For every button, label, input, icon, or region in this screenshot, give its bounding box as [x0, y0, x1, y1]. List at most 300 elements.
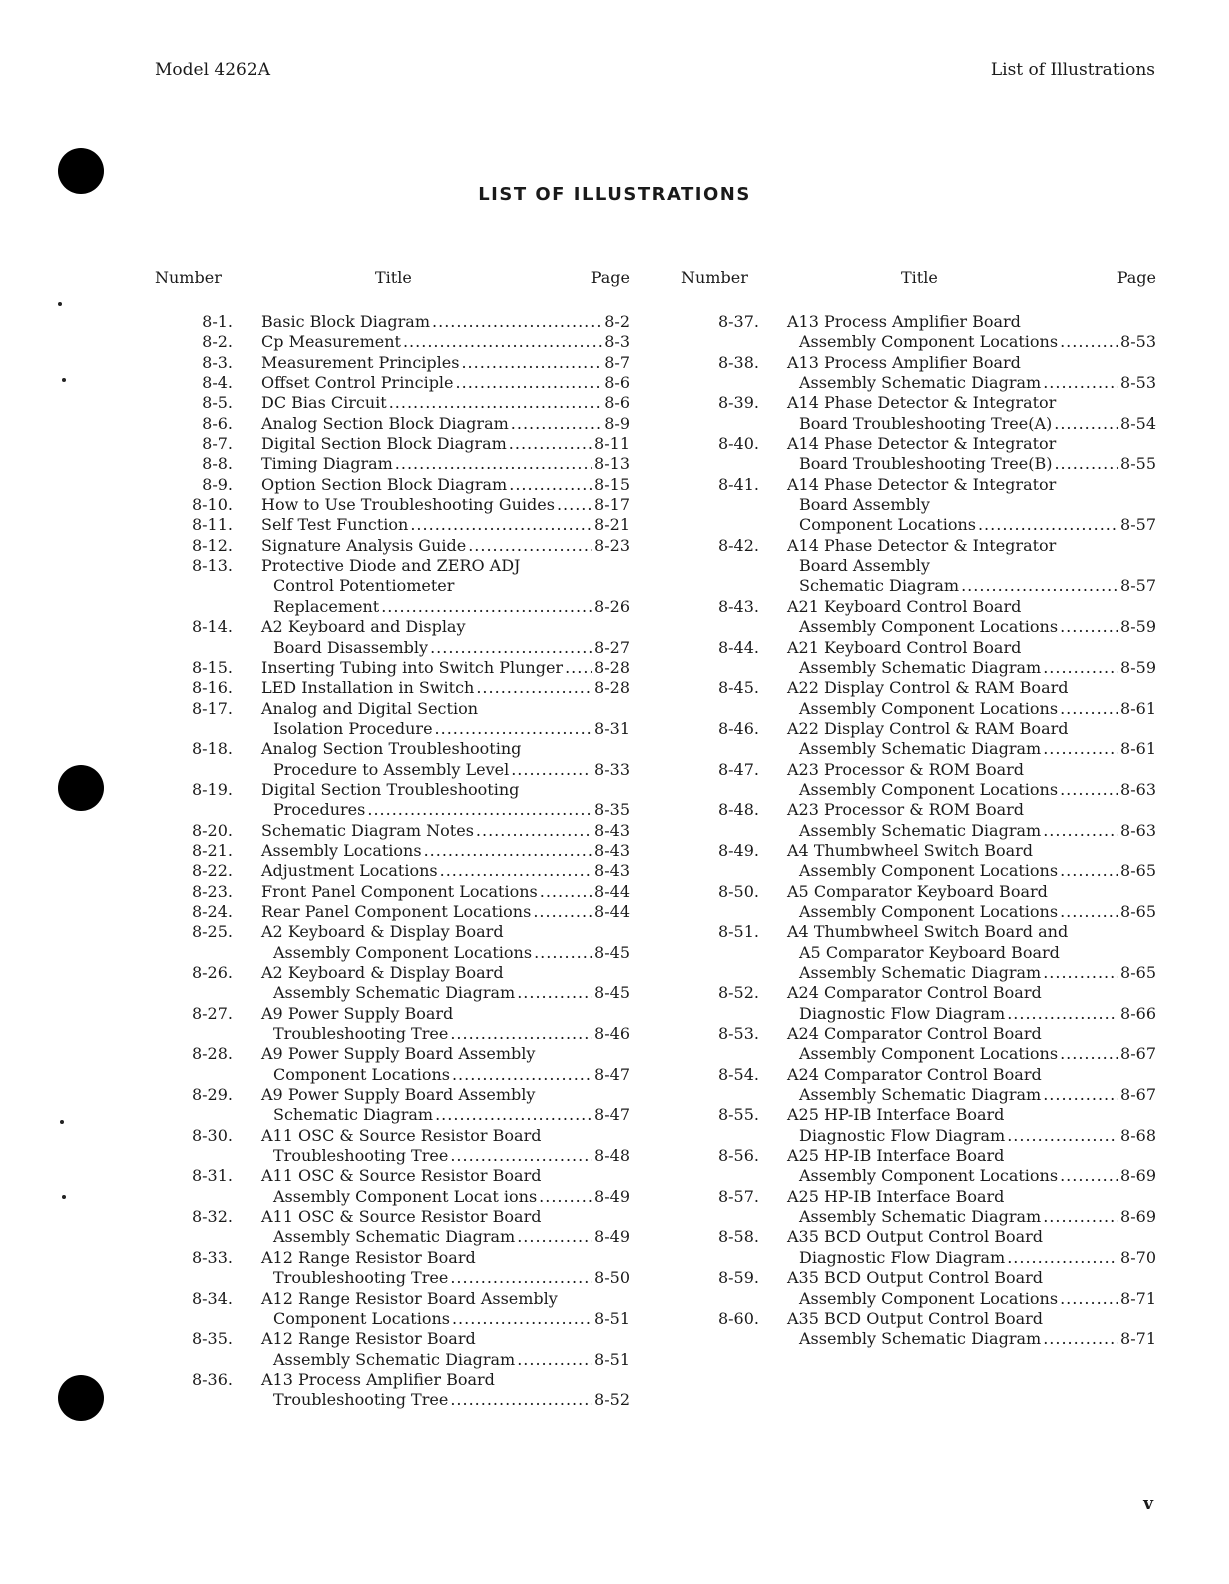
figure-title-text: Assembly Schematic Diagram — [799, 1085, 1042, 1105]
list-item — [155, 1248, 630, 1289]
figure-title-line — [787, 983, 1156, 1003]
dot-leader — [395, 454, 592, 474]
figure-number: 8-20. — [191, 820, 233, 840]
figure-title — [787, 393, 1156, 434]
figure-title-line — [261, 1207, 630, 1227]
list-item — [155, 393, 630, 413]
figure-title-text: A11 OSC & Source Resistor Board — [261, 1207, 542, 1227]
figure-title-text: Control Potentiometer — [273, 576, 455, 596]
figure-number: 8-28. — [191, 1044, 233, 1064]
dot-leader — [517, 983, 592, 1003]
figure-title-text: Assembly Schematic Diagram — [799, 373, 1042, 393]
figure-title-line — [261, 1329, 630, 1349]
figure-title-text: Troubleshooting Tree — [273, 1268, 449, 1288]
figure-title-line — [261, 943, 630, 963]
figure-title-line — [787, 617, 1156, 637]
figure-number: 8-52. — [717, 983, 759, 1003]
figure-title-line — [261, 312, 630, 332]
figure-title — [261, 1207, 630, 1248]
figure-title-line — [787, 536, 1156, 556]
dot-leader — [1043, 963, 1118, 983]
figure-title-line — [787, 1004, 1156, 1024]
figure-title-line — [787, 515, 1156, 535]
list-item — [155, 556, 630, 617]
figure-number: 8-55. — [717, 1105, 759, 1125]
figure-title-text: Assembly Component Locations — [799, 1166, 1059, 1186]
figure-title-line — [787, 963, 1156, 983]
figure-title-text: Assembly Schematic Diagram — [799, 820, 1042, 840]
figure-title — [787, 1227, 1156, 1268]
figure-page: 8-23 — [594, 535, 630, 555]
figure-title — [787, 760, 1156, 801]
figure-title — [261, 902, 630, 922]
figure-page: 8-65 — [1120, 861, 1156, 881]
figure-title — [261, 861, 630, 881]
figure-title-text: Digital Section Troubleshooting — [261, 779, 520, 799]
figure-title-line — [787, 739, 1156, 759]
figure-title-line — [261, 719, 630, 739]
figure-title-text: Front Panel Component Locations — [261, 881, 538, 901]
list-item — [681, 1309, 1156, 1350]
figure-title-text: Assembly Schematic Diagram — [799, 657, 1042, 677]
illustrations-column-left — [155, 268, 630, 1411]
figure-title-text: Troubleshooting Tree — [273, 1390, 449, 1410]
dot-leader — [367, 800, 592, 820]
figure-title-text: Offset Control Principle — [261, 373, 454, 393]
figure-number: 8-41. — [717, 474, 759, 494]
list-item — [681, 353, 1156, 394]
figure-title-line — [261, 861, 630, 881]
figure-title — [261, 556, 630, 617]
figure-title-text: A23 Processor & ROM Board — [787, 759, 1025, 779]
figure-title-text: Assembly Component Locations — [799, 617, 1059, 637]
list-item — [155, 617, 630, 658]
figure-title-line — [787, 576, 1156, 596]
figure-title-text: Schematic Diagram — [799, 576, 960, 596]
figure-title-text: A12 Range Resistor Board Assembly — [261, 1288, 558, 1308]
figure-page: 8-71 — [1120, 1288, 1156, 1308]
figure-title-text: Assembly Component Locations — [799, 861, 1059, 881]
figure-title-text: A24 Comparator Control Board — [787, 983, 1042, 1003]
scan-speck — [58, 302, 62, 306]
list-item — [681, 1227, 1156, 1268]
figure-page: 8-53 — [1120, 332, 1156, 352]
figure-number: 8-60. — [717, 1308, 759, 1328]
figure-number: 8-56. — [717, 1146, 759, 1166]
list-item — [681, 922, 1156, 983]
figure-number: 8-37. — [717, 312, 759, 331]
figure-page: 8-27 — [594, 637, 630, 657]
figure-title-text: Cp Measurement — [261, 332, 401, 352]
figure-title — [261, 312, 630, 332]
dot-leader — [456, 373, 603, 393]
column-header-page: Page — [1116, 268, 1156, 287]
figure-title-line — [261, 454, 630, 474]
figure-title-line — [261, 353, 630, 373]
dot-leader — [410, 515, 592, 535]
figure-title-line — [787, 495, 1156, 515]
list-item — [681, 475, 1156, 536]
figure-title-text: Assembly Component Locat ions — [273, 1186, 538, 1206]
list-item — [155, 902, 630, 922]
figure-title-line — [787, 373, 1156, 393]
figure-title-line — [261, 800, 630, 820]
list-item — [155, 1166, 630, 1207]
dot-leader — [381, 597, 592, 617]
column-header-page: Page — [590, 268, 630, 287]
list-item — [155, 1289, 630, 1330]
list-item — [155, 882, 630, 902]
dot-leader — [476, 678, 592, 698]
dot-leader — [1060, 1044, 1118, 1064]
figure-title-line — [261, 1350, 630, 1370]
figure-page: 8-68 — [1120, 1125, 1156, 1145]
figure-title — [261, 617, 630, 658]
figure-title-text: A23 Processor & ROM Board — [787, 800, 1025, 820]
figure-title-line — [261, 475, 630, 495]
figure-page: 8-61 — [1120, 698, 1156, 718]
figure-number: 8-26. — [191, 963, 233, 982]
dot-leader — [476, 821, 592, 841]
dot-leader — [533, 902, 592, 922]
figure-number: 8-3. — [202, 352, 233, 372]
figure-page: 8-57 — [1120, 576, 1156, 596]
figure-title-text: A2 Keyboard & Display Board — [261, 963, 504, 982]
figure-title — [261, 699, 630, 740]
figure-title — [787, 1105, 1156, 1146]
dot-leader — [511, 414, 602, 434]
dot-leader — [450, 1268, 592, 1288]
scan-speck — [60, 1120, 64, 1124]
list-item — [155, 780, 630, 821]
figure-page: 8-11 — [594, 434, 630, 454]
dot-leader — [1060, 780, 1118, 800]
figure-title — [787, 475, 1156, 536]
figure-title-text: A22 Display Control & RAM Board — [787, 718, 1069, 738]
figure-page: 8-17 — [594, 495, 630, 515]
figure-title — [261, 922, 630, 963]
scan-speck — [62, 1195, 66, 1199]
figure-title-line — [261, 332, 630, 352]
figure-page: 8-51 — [594, 1308, 630, 1328]
figure-title-text: Measurement Principles — [261, 352, 460, 372]
figure-title-line — [787, 821, 1156, 841]
figure-title-line — [787, 1166, 1156, 1186]
figure-title — [261, 882, 630, 902]
dot-leader — [978, 515, 1118, 535]
figure-title-text: A25 HP-IB Interface Board — [787, 1186, 1005, 1206]
figure-title-text: Self Test Function — [261, 515, 409, 535]
figure-number: 8-9. — [202, 474, 233, 494]
figure-title-line — [261, 576, 630, 596]
figure-title-text: A12 Range Resistor Board — [261, 1329, 476, 1349]
figure-page: 8-35 — [594, 800, 630, 820]
figure-title-text: Board Assembly — [799, 495, 930, 515]
figure-title-line — [261, 1024, 630, 1044]
figure-title — [261, 1166, 630, 1207]
figure-title — [261, 821, 630, 841]
dot-leader — [557, 495, 592, 515]
figure-title-text: Troubleshooting Tree — [273, 1146, 449, 1166]
figure-title-line — [261, 1187, 630, 1207]
figure-title — [261, 332, 630, 352]
dot-leader — [1043, 739, 1118, 759]
figure-title-line — [261, 882, 630, 902]
figure-title-text: Adjustment Locations — [261, 861, 438, 881]
figure-title — [787, 597, 1156, 638]
list-item — [155, 475, 630, 495]
figure-page: 8-63 — [1120, 779, 1156, 799]
figure-title-line — [261, 1309, 630, 1329]
figure-title-line — [261, 373, 630, 393]
figure-title-line — [261, 434, 630, 454]
column-header-title: Title — [901, 268, 938, 287]
list-item — [681, 760, 1156, 801]
list-item — [681, 597, 1156, 638]
figure-title — [261, 841, 630, 861]
figure-title-text: Procedures — [273, 800, 366, 820]
figure-number: 8-35. — [191, 1329, 233, 1349]
list-item — [155, 963, 630, 1004]
figure-number: 8-57. — [717, 1186, 759, 1206]
figure-title — [787, 1065, 1156, 1106]
column-header-number: Number — [681, 268, 748, 287]
list-item — [155, 515, 630, 535]
figure-title — [261, 780, 630, 821]
dot-leader — [509, 475, 592, 495]
figure-number: 8-42. — [717, 535, 759, 555]
dot-leader — [1060, 902, 1118, 922]
column-header — [155, 268, 630, 292]
dot-leader — [389, 393, 603, 413]
figure-title — [261, 536, 630, 556]
list-item — [155, 353, 630, 373]
figure-title-text: Basic Block Diagram — [261, 312, 431, 331]
figure-page: 8-45 — [594, 983, 630, 1003]
figure-title-text: Assembly Schematic Diagram — [273, 983, 516, 1003]
figure-title-line — [261, 1227, 630, 1247]
dot-leader — [1043, 1207, 1118, 1227]
figure-title-line — [261, 536, 630, 556]
figure-number: 8-19. — [191, 779, 233, 799]
figure-title-text: Isolation Procedure — [273, 718, 433, 738]
column-header-number: Number — [155, 268, 222, 287]
figure-title-line — [787, 678, 1156, 698]
list-item — [681, 312, 1156, 353]
figure-title-text: LED Installation in Switch — [261, 678, 475, 698]
list-item — [155, 312, 630, 332]
dot-leader — [1007, 1126, 1118, 1146]
figure-title — [787, 882, 1156, 923]
figure-title-line — [787, 1268, 1156, 1288]
figure-page: 8-59 — [1120, 657, 1156, 677]
figure-title-text: A25 HP-IB Interface Board — [787, 1105, 1005, 1125]
figure-title-line — [787, 312, 1156, 332]
binder-hole — [58, 765, 104, 811]
list-item — [155, 739, 630, 780]
figure-title-line — [261, 1044, 630, 1064]
figure-number: 8-1. — [202, 312, 233, 331]
figure-number: 8-24. — [191, 901, 233, 921]
figure-title-text: A24 Comparator Control Board — [787, 1064, 1042, 1084]
figure-title-text: Board Assembly — [799, 556, 930, 576]
figure-title-line — [787, 475, 1156, 495]
figure-title — [787, 983, 1156, 1024]
figure-title-line — [261, 658, 630, 678]
page-number: v — [1143, 1494, 1153, 1514]
list-item — [681, 1187, 1156, 1228]
figure-title-text: Analog and Digital Section — [261, 698, 478, 718]
scan-speck — [62, 378, 66, 382]
dot-leader — [450, 1146, 592, 1166]
dot-leader — [468, 536, 592, 556]
figure-page: 8-54 — [1120, 413, 1156, 433]
list-item — [155, 1329, 630, 1370]
figure-title — [261, 1248, 630, 1289]
figure-title-line — [261, 1289, 630, 1309]
figure-number: 8-58. — [717, 1227, 759, 1247]
dot-leader — [1060, 1166, 1118, 1186]
figure-title-line — [261, 638, 630, 658]
figure-title-line — [787, 780, 1156, 800]
figure-title-text: Assembly Schematic Diagram — [799, 963, 1042, 982]
figure-title — [261, 515, 630, 535]
figure-page: 8-69 — [1120, 1207, 1156, 1227]
figure-title — [787, 800, 1156, 841]
figure-title — [261, 1126, 630, 1167]
dot-leader — [430, 638, 592, 658]
figure-title — [261, 1004, 630, 1045]
dot-leader — [452, 1309, 592, 1329]
list-item — [681, 434, 1156, 475]
figure-title-line — [787, 719, 1156, 739]
figure-page: 8-28 — [594, 657, 630, 677]
figure-page: 8-33 — [594, 759, 630, 779]
figure-title-text: Analog Section Troubleshooting — [261, 739, 522, 759]
dot-leader — [1043, 373, 1118, 393]
figure-title-line — [787, 1085, 1156, 1105]
figure-title-text: A9 Power Supply Board Assembly — [261, 1044, 536, 1064]
figure-number: 8-16. — [191, 678, 233, 698]
figure-title-text: Diagnostic Flow Diagram — [799, 1247, 1006, 1267]
figure-title-text: Replacement — [273, 596, 380, 616]
figure-page: 8-50 — [594, 1268, 630, 1288]
figure-title-line — [261, 739, 630, 759]
figure-title-text: A13 Process Amplifier Board — [261, 1369, 495, 1389]
figure-title-line — [787, 841, 1156, 861]
figure-number: 8-23. — [191, 881, 233, 901]
dot-leader — [1043, 1329, 1118, 1349]
figure-title-text: A35 BCD Output Control Board — [787, 1268, 1044, 1288]
figure-title-text: Inserting Tubing into Switch Plunger — [261, 657, 564, 677]
figure-title-line — [787, 943, 1156, 963]
list-item — [681, 536, 1156, 597]
figure-title-line — [787, 882, 1156, 902]
figure-number: 8-38. — [717, 352, 759, 372]
figure-title-line — [787, 800, 1156, 820]
dot-leader — [517, 1227, 592, 1247]
figure-title — [261, 495, 630, 515]
dot-leader — [435, 1105, 592, 1125]
figure-title — [261, 414, 630, 434]
figure-title-text: Component Locations — [799, 515, 976, 535]
dot-leader — [461, 353, 602, 373]
list-item — [681, 800, 1156, 841]
figure-title — [261, 475, 630, 495]
figure-page: 8-61 — [1120, 739, 1156, 759]
figure-page: 8-46 — [594, 1024, 630, 1044]
figure-page: 8-44 — [594, 901, 630, 921]
figure-title-text: Procedure to Assembly Level — [273, 759, 510, 779]
figure-title-line — [261, 617, 630, 637]
dot-leader — [1054, 414, 1118, 434]
list-item — [681, 678, 1156, 719]
figure-title-text: A35 BCD Output Control Board — [787, 1227, 1044, 1247]
list-item — [155, 434, 630, 454]
figure-title — [787, 719, 1156, 760]
figure-title-text: Assembly Component Locations — [799, 1288, 1059, 1308]
list-item — [681, 882, 1156, 923]
figure-number: 8-14. — [191, 617, 233, 637]
figure-title-text: How to Use Troubleshooting Guides — [261, 495, 555, 515]
figure-title-text: A9 Power Supply Board Assembly — [261, 1085, 536, 1105]
figure-page: 8-67 — [1120, 1085, 1156, 1105]
figure-number: 8-13. — [191, 556, 233, 576]
figure-title-line — [787, 434, 1156, 454]
dot-leader — [1054, 454, 1118, 474]
figure-title — [261, 434, 630, 454]
list-item — [155, 495, 630, 515]
figure-title-line — [787, 332, 1156, 352]
figure-title — [787, 1309, 1156, 1350]
figure-title — [787, 434, 1156, 475]
figure-title-text: A21 Keyboard Control Board — [787, 637, 1022, 657]
figure-title-line — [787, 1044, 1156, 1064]
figure-page: 8-44 — [594, 881, 630, 901]
figure-title-line — [787, 658, 1156, 678]
figure-title-line — [787, 902, 1156, 922]
figure-page: 8-2 — [604, 312, 630, 331]
figure-title-line — [261, 699, 630, 719]
dot-leader — [435, 719, 593, 739]
figure-title — [787, 353, 1156, 394]
figure-number: 8-53. — [717, 1024, 759, 1044]
figure-title-text: Board Disassembly — [273, 637, 429, 657]
figure-title — [787, 922, 1156, 983]
figure-number: 8-21. — [191, 840, 233, 860]
figure-title-text: Assembly Schematic Diagram — [273, 1349, 516, 1369]
figure-title-text: Assembly Component Locations — [799, 901, 1059, 921]
list-item — [155, 821, 630, 841]
figure-title-line — [787, 1329, 1156, 1349]
figure-page: 8-21 — [594, 515, 630, 535]
dot-leader — [1060, 861, 1118, 881]
list-item — [155, 861, 630, 881]
figure-title — [261, 739, 630, 780]
figure-title-line — [261, 841, 630, 861]
figure-title — [261, 353, 630, 373]
figure-title-line — [787, 1207, 1156, 1227]
figure-page: 8-49 — [594, 1227, 630, 1247]
figure-title-text: A5 Comparator Keyboard Board — [787, 881, 1048, 901]
figure-title-text: Assembly Component Locations — [799, 779, 1059, 799]
figure-title-line — [261, 922, 630, 942]
figure-number: 8-46. — [717, 718, 759, 738]
figure-title-text: Assembly Schematic Diagram — [799, 1207, 1042, 1227]
figure-title-text: DC Bias Circuit — [261, 393, 387, 413]
column-header-title: Title — [375, 268, 412, 287]
figure-title — [261, 963, 630, 1004]
